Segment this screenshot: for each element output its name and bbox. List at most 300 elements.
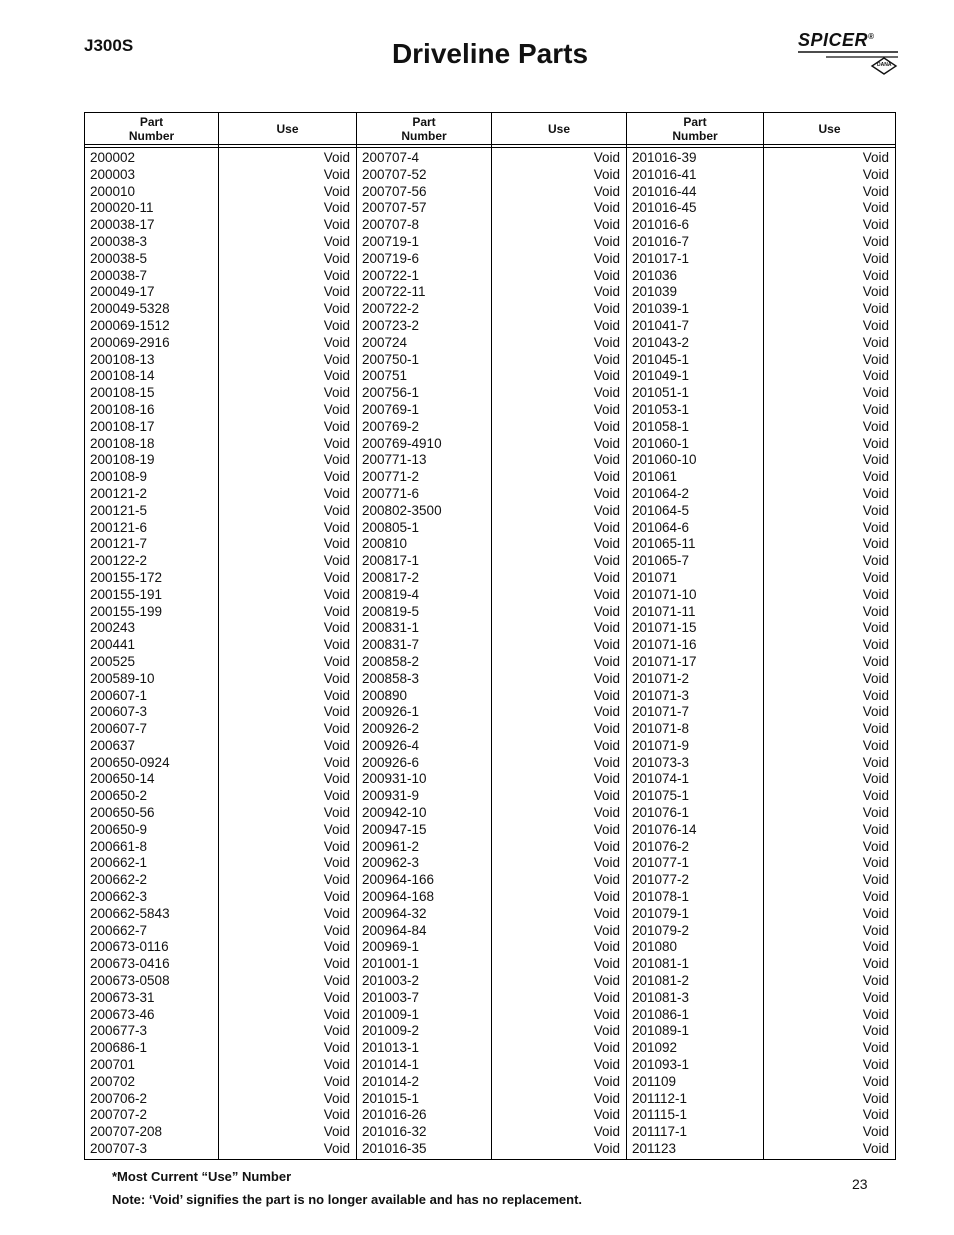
use-cell: Void	[323, 788, 350, 804]
part-number-cell: 201014-2	[362, 1073, 420, 1089]
part-number-cell: 201081-2	[632, 973, 690, 989]
use-cell: Void	[862, 637, 889, 653]
part-number-cell: 200121-5	[90, 502, 148, 518]
table-row	[627, 805, 895, 822]
use-cell: Void	[593, 939, 620, 955]
use-cell: Void	[323, 670, 350, 686]
table-row	[627, 352, 895, 369]
use-cell: Void	[593, 351, 620, 367]
use-cell: Void	[323, 855, 350, 871]
use-cell: Void	[323, 418, 350, 434]
use-cell: Void	[593, 1006, 620, 1022]
part-number-cell: 200771-2	[362, 469, 420, 485]
table-row	[357, 402, 626, 419]
use-cell: Void	[593, 721, 620, 737]
use-cell: Void	[323, 620, 350, 636]
table-row	[357, 553, 626, 570]
part-number-cell: 201064-5	[632, 502, 690, 518]
part-number-cell: 201071-3	[632, 687, 690, 703]
table-row	[85, 923, 356, 940]
part-number-cell: 201117-1	[632, 1124, 688, 1140]
part-number-cell: 200607-3	[90, 704, 148, 720]
use-cell: Void	[593, 704, 620, 720]
part-number-cell: 200020-11	[90, 200, 154, 216]
table-row	[85, 956, 356, 973]
part-number-cell: 200607-1	[90, 687, 148, 703]
use-cell: Void	[593, 1124, 620, 1140]
table-row	[357, 251, 626, 268]
part-number-cell: 201093-1	[632, 1057, 690, 1073]
use-cell: Void	[593, 1141, 620, 1157]
use-cell: Void	[593, 771, 620, 787]
footnote-void: Note: ‘Void’ signifies the part is no longer available and has no replacement.	[112, 1192, 583, 1207]
part-number-cell: 201074-1	[632, 771, 690, 787]
table-row	[627, 704, 895, 721]
part-number-cell: 201061	[632, 469, 678, 485]
use-cell: Void	[862, 989, 889, 1005]
part-number-cell: 201065-11	[632, 536, 696, 552]
table-row	[85, 503, 356, 520]
use-cell: Void	[862, 166, 889, 182]
use-cell: Void	[593, 166, 620, 182]
part-number-cell: 200942-10	[362, 805, 427, 821]
use-cell: Void	[862, 1141, 889, 1157]
table-row	[627, 889, 895, 906]
use-cell: Void	[862, 704, 889, 720]
table-row	[627, 284, 895, 301]
part-number-cell: 200702	[90, 1073, 136, 1089]
spicer-logo	[796, 30, 900, 76]
table-row	[85, 251, 356, 268]
table-row	[85, 771, 356, 788]
part-number-cell: 200038-5	[90, 250, 148, 266]
part-number-cell: 201036	[632, 267, 678, 283]
table-row	[357, 385, 626, 402]
part-number-cell: 200108-16	[90, 401, 155, 417]
part-number-cell: 200108-19	[90, 452, 155, 468]
part-number-cell: 200707-8	[362, 217, 420, 233]
table-row	[85, 385, 356, 402]
use-cell: Void	[323, 334, 350, 350]
part-number-cell: 200707-52	[362, 166, 427, 182]
part-number-cell: 200650-0924	[90, 754, 170, 770]
use-cell: Void	[323, 233, 350, 249]
use-cell: Void	[323, 166, 350, 182]
part-number-cell: 200441	[90, 637, 136, 653]
part-number-cell: 200722-2	[362, 301, 420, 317]
use-cell: Void	[862, 519, 889, 535]
table-row	[85, 587, 356, 604]
part-number-cell: 200108-17	[90, 418, 155, 434]
use-cell: Void	[593, 1090, 620, 1106]
table-row	[85, 520, 356, 537]
part-number-cell: 200707-57	[362, 200, 427, 216]
part-number-cell: 200155-172	[90, 569, 163, 585]
part-number-cell: 200831-7	[362, 637, 420, 653]
parts-table	[84, 112, 896, 1160]
use-cell: Void	[862, 805, 889, 821]
table-row	[85, 1040, 356, 1057]
part-number-cell: 200662-1	[90, 855, 148, 871]
table-row	[627, 771, 895, 788]
part-number-cell: 200707-3	[90, 1141, 148, 1157]
header-rule	[85, 147, 895, 148]
table-row	[357, 284, 626, 301]
part-number-cell: 201076-14	[632, 821, 697, 837]
header-part-number: Part Number	[401, 114, 447, 143]
table-row	[357, 1057, 626, 1074]
use-cell: Void	[593, 1073, 620, 1089]
table-row	[85, 553, 356, 570]
part-number-cell: 201016-6	[632, 217, 690, 233]
footnote-current-use: *Most Current “Use” Number	[112, 1169, 292, 1184]
use-cell: Void	[593, 1107, 620, 1123]
header-use: Use	[276, 121, 299, 136]
table-row	[627, 939, 895, 956]
part-number-cell: 200155-191	[90, 586, 163, 602]
part-number-cell: 201075-1	[632, 788, 690, 804]
part-number-cell: 200722-11	[362, 284, 426, 300]
table-row	[85, 217, 356, 234]
use-cell: Void	[593, 334, 620, 350]
table-row	[627, 620, 895, 637]
table-row	[85, 150, 356, 167]
use-cell: Void	[593, 233, 620, 249]
part-number-cell: 200707-56	[362, 183, 427, 199]
table-row	[85, 301, 356, 318]
part-number-cell: 200038-3	[90, 233, 148, 249]
table-row	[357, 318, 626, 335]
table-row	[357, 352, 626, 369]
use-cell: Void	[593, 838, 620, 854]
use-cell: Void	[323, 267, 350, 283]
part-number-cell: 201016-26	[362, 1107, 427, 1123]
use-cell: Void	[862, 150, 889, 165]
table-row	[357, 872, 626, 889]
use-cell: Void	[323, 704, 350, 720]
part-number-cell: 200926-1	[362, 704, 420, 720]
part-number-cell: 200701	[90, 1057, 136, 1073]
use-cell: Void	[323, 301, 350, 317]
part-number-cell: 200038-7	[90, 267, 148, 283]
use-cell: Void	[323, 821, 350, 837]
part-number-cell: 201039	[632, 284, 678, 300]
table-row	[357, 335, 626, 352]
use-cell: Void	[862, 233, 889, 249]
use-cell: Void	[323, 805, 350, 821]
table-row	[85, 721, 356, 738]
use-cell: Void	[862, 317, 889, 333]
part-number-cell: 200108-13	[90, 351, 155, 367]
header-part-number: Part Number	[128, 114, 175, 143]
table-row	[357, 822, 626, 839]
table-row	[627, 167, 895, 184]
part-number-cell: 200650-56	[90, 805, 155, 821]
table-row	[85, 402, 356, 419]
table-row	[357, 200, 626, 217]
part-number-cell: 201076-1	[632, 805, 690, 821]
part-number-cell: 201053-1	[632, 401, 690, 417]
use-cell: Void	[323, 653, 350, 669]
table-row	[357, 788, 626, 805]
use-cell: Void	[862, 737, 889, 753]
table-row	[357, 486, 626, 503]
use-cell: Void	[323, 502, 350, 518]
table-row	[85, 738, 356, 755]
part-number-cell: 201001-1	[362, 956, 420, 972]
use-cell: Void	[593, 536, 620, 552]
use-cell: Void	[323, 922, 350, 938]
table-row	[357, 1091, 626, 1108]
part-number-cell: 201079-2	[632, 922, 690, 938]
use-cell: Void	[323, 973, 350, 989]
table-row	[627, 268, 895, 285]
table-row	[627, 654, 895, 671]
part-number-cell: 201071	[632, 569, 678, 585]
part-number-cell: 201092	[632, 1040, 678, 1056]
table-row	[85, 570, 356, 587]
table-row	[357, 688, 626, 705]
part-number-cell: 201058-1	[632, 418, 690, 434]
use-cell: Void	[593, 653, 620, 669]
table-row	[85, 1107, 356, 1124]
use-cell: Void	[862, 250, 889, 266]
part-number-cell: 200964-166	[362, 872, 435, 888]
table-row	[627, 486, 895, 503]
use-cell: Void	[593, 519, 620, 535]
table-row	[85, 1074, 356, 1091]
part-number-cell: 200819-5	[362, 603, 420, 619]
use-cell: Void	[323, 939, 350, 955]
table-row	[627, 990, 895, 1007]
table-row	[357, 1141, 626, 1158]
table-row	[627, 520, 895, 537]
table-row	[85, 486, 356, 503]
table-row	[627, 368, 895, 385]
use-cell: Void	[593, 1023, 620, 1039]
table-row	[357, 771, 626, 788]
table-row	[357, 436, 626, 453]
table-row	[357, 839, 626, 856]
use-cell: Void	[323, 1040, 350, 1056]
table-row	[627, 1124, 895, 1141]
table-row	[627, 839, 895, 856]
table-row	[627, 637, 895, 654]
use-cell: Void	[862, 1006, 889, 1022]
part-number-cell: 200010	[90, 183, 136, 199]
table-row	[85, 1023, 356, 1040]
use-cell: Void	[323, 603, 350, 619]
table-row	[85, 200, 356, 217]
table-column-3	[627, 150, 895, 1158]
use-cell: Void	[862, 368, 889, 384]
use-cell: Void	[323, 553, 350, 569]
table-row	[627, 855, 895, 872]
table-row	[357, 704, 626, 721]
use-cell: Void	[323, 905, 350, 921]
use-cell: Void	[862, 721, 889, 737]
table-row	[85, 654, 356, 671]
use-cell: Void	[323, 519, 350, 535]
table-row	[357, 973, 626, 990]
part-number-cell: 201009-1	[362, 1006, 420, 1022]
use-cell: Void	[323, 250, 350, 266]
part-number-cell: 201081-3	[632, 989, 690, 1005]
part-number-cell: 200108-18	[90, 435, 155, 451]
part-number-cell: 201089-1	[632, 1023, 690, 1039]
part-number-cell: 200805-1	[362, 519, 420, 535]
table-row	[627, 335, 895, 352]
part-number-cell: 200722-1	[362, 267, 420, 283]
use-cell: Void	[323, 150, 350, 165]
use-cell: Void	[593, 788, 620, 804]
part-number-cell: 200662-2	[90, 872, 148, 888]
use-cell: Void	[862, 973, 889, 989]
use-cell: Void	[323, 1057, 350, 1073]
use-cell: Void	[862, 922, 889, 938]
page-title: Driveline Parts	[391, 38, 589, 69]
use-cell: Void	[323, 754, 350, 770]
part-number-cell: 200706-2	[90, 1090, 148, 1106]
part-number-cell: 200750-1	[362, 351, 420, 367]
table-row	[627, 553, 895, 570]
part-number-cell: 201003-2	[362, 973, 420, 989]
part-number-cell: 200650-14	[90, 771, 155, 787]
table-row	[627, 923, 895, 940]
use-cell: Void	[323, 569, 350, 585]
use-cell: Void	[323, 401, 350, 417]
use-cell: Void	[862, 603, 889, 619]
use-cell: Void	[593, 267, 620, 283]
part-number-cell: 201109	[632, 1073, 677, 1089]
use-cell: Void	[862, 687, 889, 703]
logo-wordmark: SPICER®	[798, 30, 875, 50]
table-row	[357, 637, 626, 654]
table-row	[627, 251, 895, 268]
table-row	[357, 234, 626, 251]
table-row	[627, 738, 895, 755]
use-cell: Void	[593, 1057, 620, 1073]
use-cell: Void	[323, 1023, 350, 1039]
use-cell: Void	[323, 317, 350, 333]
table-row	[627, 1040, 895, 1057]
table-row	[357, 755, 626, 772]
table-row	[627, 318, 895, 335]
part-number-cell: 200069-2916	[90, 334, 170, 350]
part-number-cell: 200673-31	[90, 989, 155, 1005]
part-number-cell: 201071-7	[632, 704, 690, 720]
part-number-cell: 200243	[90, 620, 136, 636]
use-cell: Void	[862, 385, 889, 401]
use-cell: Void	[593, 183, 620, 199]
part-number-cell: 201049-1	[632, 368, 690, 384]
table-row	[627, 604, 895, 621]
part-number-cell: 200673-46	[90, 1006, 155, 1022]
use-cell: Void	[593, 250, 620, 266]
table-row	[627, 671, 895, 688]
part-number-cell: 201123	[632, 1141, 677, 1157]
part-number-cell: 200817-1	[362, 553, 420, 569]
table-row	[357, 1023, 626, 1040]
use-cell: Void	[593, 905, 620, 921]
use-cell: Void	[323, 284, 350, 300]
table-row	[357, 604, 626, 621]
part-number-cell: 200724	[362, 334, 408, 350]
use-cell: Void	[323, 217, 350, 233]
use-cell: Void	[862, 435, 889, 451]
use-cell: Void	[862, 1090, 889, 1106]
table-row	[85, 990, 356, 1007]
table-row	[357, 855, 626, 872]
table-row	[357, 721, 626, 738]
use-cell: Void	[593, 973, 620, 989]
use-cell: Void	[862, 771, 889, 787]
table-row	[627, 688, 895, 705]
table-row	[357, 419, 626, 436]
part-number-cell: 201071-16	[632, 637, 697, 653]
use-cell: Void	[323, 721, 350, 737]
part-number-cell: 200038-17	[90, 217, 155, 233]
part-number-cell: 200926-4	[362, 737, 420, 753]
part-number-cell: 200719-6	[362, 250, 420, 266]
part-number-cell: 200121-2	[90, 485, 148, 501]
table-row	[627, 822, 895, 839]
table-row	[627, 1023, 895, 1040]
table-row	[85, 368, 356, 385]
table-row	[357, 570, 626, 587]
table-row	[627, 301, 895, 318]
table-row	[85, 637, 356, 654]
table-row	[85, 469, 356, 486]
use-cell: Void	[862, 1124, 889, 1140]
table-row	[357, 654, 626, 671]
table-row	[627, 755, 895, 772]
table-row	[85, 604, 356, 621]
use-cell: Void	[323, 435, 350, 451]
logo-sub-brand: DANA	[877, 62, 892, 68]
use-cell: Void	[593, 620, 620, 636]
use-cell: Void	[593, 385, 620, 401]
use-cell: Void	[593, 670, 620, 686]
part-number-cell: 201016-41	[632, 166, 697, 182]
use-cell: Void	[593, 301, 620, 317]
part-number-cell: 201065-7	[632, 553, 690, 569]
table-row	[357, 1040, 626, 1057]
table-row	[627, 150, 895, 167]
use-cell: Void	[862, 452, 889, 468]
use-cell: Void	[862, 217, 889, 233]
table-row	[85, 167, 356, 184]
table-row	[357, 1007, 626, 1024]
part-number-cell: 200525	[90, 653, 136, 669]
use-cell: Void	[593, 956, 620, 972]
part-number-cell: 201016-32	[362, 1124, 427, 1140]
part-number-cell: 200650-9	[90, 821, 148, 837]
table-row	[627, 234, 895, 251]
table-row	[85, 335, 356, 352]
table-row	[357, 184, 626, 201]
part-number-cell: 200707-208	[90, 1124, 163, 1140]
part-number-cell: 201086-1	[632, 1006, 690, 1022]
use-cell: Void	[593, 569, 620, 585]
use-cell: Void	[323, 183, 350, 199]
part-number-cell: 200662-7	[90, 922, 148, 938]
table-row	[85, 419, 356, 436]
table-row	[357, 1107, 626, 1124]
use-cell: Void	[862, 821, 889, 837]
use-cell: Void	[593, 418, 620, 434]
use-cell: Void	[862, 183, 889, 199]
